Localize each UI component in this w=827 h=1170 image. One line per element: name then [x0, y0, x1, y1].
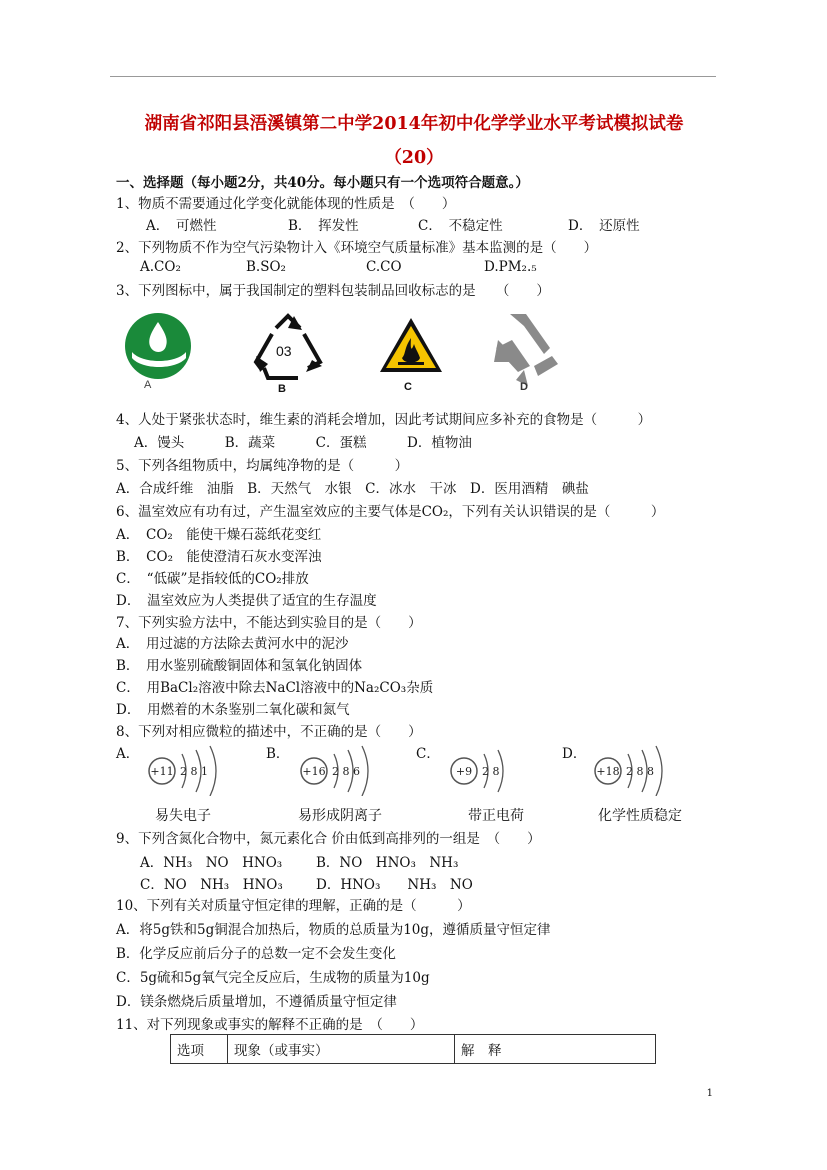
q8-letter-c: C．	[416, 746, 440, 762]
icon-letter-b: B	[278, 383, 286, 394]
q9-option-a: A．NH₃ NO HNO₃	[140, 855, 283, 871]
header-rule	[110, 76, 716, 77]
atom-label-a: 易失电子	[155, 808, 211, 824]
atom-diagram-b	[296, 744, 386, 796]
q7-stem: 7、下列实验方法中，不能达到实验目的是（ ）	[116, 615, 422, 631]
q5-options: A．合成纤维 油脂 B．天然气 水银 C．冰水 干冰 D．医用酒精 碘盐	[116, 481, 589, 497]
flammable-warning-icon	[376, 314, 446, 394]
q9-option-b: B．NO HNO₃ NH₃	[316, 855, 459, 871]
q9-stem: 9、下列含氮化合物中，氮元素化合 价由低到高排列的一组是 （ ）	[116, 831, 541, 847]
q3-stem: 3、下列图标中，属于我国制定的塑料包装制品回收标志的是 （ ）	[116, 283, 550, 299]
svg-text:2 8 8: 2 8 8	[626, 765, 654, 778]
q11-table	[170, 1034, 656, 1064]
q9-option-c: C．NO NH₃ HNO₃	[140, 877, 283, 893]
svg-text:+11: +11	[150, 765, 174, 778]
icon-letter-d: D	[520, 381, 528, 393]
atom-label-c: 带正电荷	[468, 808, 524, 824]
atom-label-d: 化学性质稳定	[598, 808, 682, 824]
q7-option-c: C． 用BaCl₂溶液中除去NaCl溶液中的Na₂CO₃杂质	[116, 680, 434, 696]
q8-letter-b: B．	[266, 746, 290, 762]
doc-title: 湖南省祁阳县浯溪镇第二中学2014年初中化学学业水平考试模拟试卷	[144, 114, 684, 134]
q10-option-a: A．将5g铁和5g铜混合加热后，物质的总质量为10g，遵循质量守恒定律	[116, 922, 551, 938]
q10-stem: 10、下列有关对质量守恒定律的理解，正确的是（ ）	[116, 898, 471, 914]
doc-title-number: （20）	[384, 148, 444, 168]
q2-option-b: B.SO₂	[246, 259, 286, 275]
q1-option-c: C． 不稳定性	[418, 218, 503, 234]
q1-stem: 1、物质不需要通过化学变化就能体现的性质是 （ ）	[116, 196, 456, 212]
q10-option-b: B．化学反应前后分子的总数一定不会发生变化	[116, 946, 396, 962]
table-header-explanation: 解 释	[455, 1035, 656, 1064]
q8-stem: 8、下列对相应微粒的描述中，不正确的是（ ）	[116, 724, 422, 740]
svg-text:+9: +9	[455, 765, 473, 778]
arrows-recycle-icon	[490, 310, 562, 394]
svg-text:2 8 1: 2 8 1	[180, 765, 208, 778]
q10-option-d: D．镁条燃烧后质量增加，不遵循质量守恒定律	[116, 994, 397, 1010]
atom-diagram-c	[446, 744, 526, 796]
icon-letter-c: C	[404, 381, 412, 393]
q2-option-a: A.CO₂	[140, 259, 181, 275]
recycle-code: 03	[276, 343, 292, 359]
atom-label-b: 易形成阴离子	[298, 808, 382, 824]
q5-stem: 5、下列各组物质中，均属纯净物的是（ ）	[116, 458, 409, 474]
q7-option-b: B． 用水鉴别硫酸铜固体和氢氧化钠固体	[116, 658, 363, 674]
svg-text:+18: +18	[596, 765, 620, 778]
table-header-phenomenon: 现象（或事实）	[228, 1035, 455, 1064]
table-header-option: 选项	[171, 1035, 228, 1064]
table-row	[171, 1035, 656, 1064]
q7-option-a: A． 用过滤的方法除去黄河水中的泥沙	[116, 636, 349, 652]
section-heading: 一、选择题（每小题2分，共40分。每小题只有一个选项符合题意。）	[116, 175, 529, 191]
q6-option-a: A． CO₂ 能使干燥石蕊纸花变红	[116, 527, 322, 543]
q2-option-d: D.PM₂.₅	[484, 259, 537, 275]
svg-text:2 8: 2 8	[482, 765, 500, 778]
q6-option-b: B． CO₂ 能使澄清石灰水变浑浊	[116, 549, 322, 565]
q1-option-b: B． 挥发性	[288, 218, 359, 234]
q4-stem: 4、人处于紧张状态时，维生素的消耗会增加，因此考试期间应多补充的食物是（ ）	[116, 412, 652, 428]
q2-stem: 2、下列物质不作为空气污染物计入《环境空气质量标准》基本监测的是（ ）	[116, 240, 598, 256]
q9-option-d: D．HNO₃ NH₃ NO	[316, 877, 473, 893]
q2-option-c: C.CO	[366, 259, 402, 275]
q8-letter-d: D．	[562, 746, 587, 762]
q8-letter-a: A．	[116, 746, 140, 762]
q11-stem: 11、对下列现象或事实的解释不正确的是 （ ）	[116, 1017, 424, 1033]
svg-text:2 8 6: 2 8 6	[332, 765, 360, 778]
q6-option-c: C． “低碳”是指较低的CO₂排放	[116, 571, 309, 587]
svg-text:+16: +16	[302, 765, 326, 778]
q1-option-a: A． 可燃性	[146, 218, 217, 234]
q1-option-d: D． 还原性	[568, 218, 640, 234]
q6-stem: 6、温室效应有功有过，产生温室效应的主要气体是CO₂，下列有关认识错误的是（ ）	[116, 504, 665, 520]
q7-option-d: D． 用燃着的木条鉴别二氧化碳和氮气	[116, 702, 350, 718]
q10-option-c: C．5g硫和5g氧气完全反应后，生成物的质量为10g	[116, 970, 430, 986]
q4-options: A．馒头 B．蔬菜 C．蛋糕 D．植物油	[134, 435, 472, 451]
water-saving-icon	[120, 310, 196, 390]
recycle-03-icon	[248, 312, 328, 394]
q6-option-d: D． 温室效应为人类提供了适宜的生存温度	[116, 593, 377, 609]
icon-letter-a: A	[144, 379, 152, 390]
atom-diagram-a	[144, 744, 234, 796]
atom-diagram-d	[590, 744, 680, 796]
page-number: 1	[706, 1088, 713, 1099]
